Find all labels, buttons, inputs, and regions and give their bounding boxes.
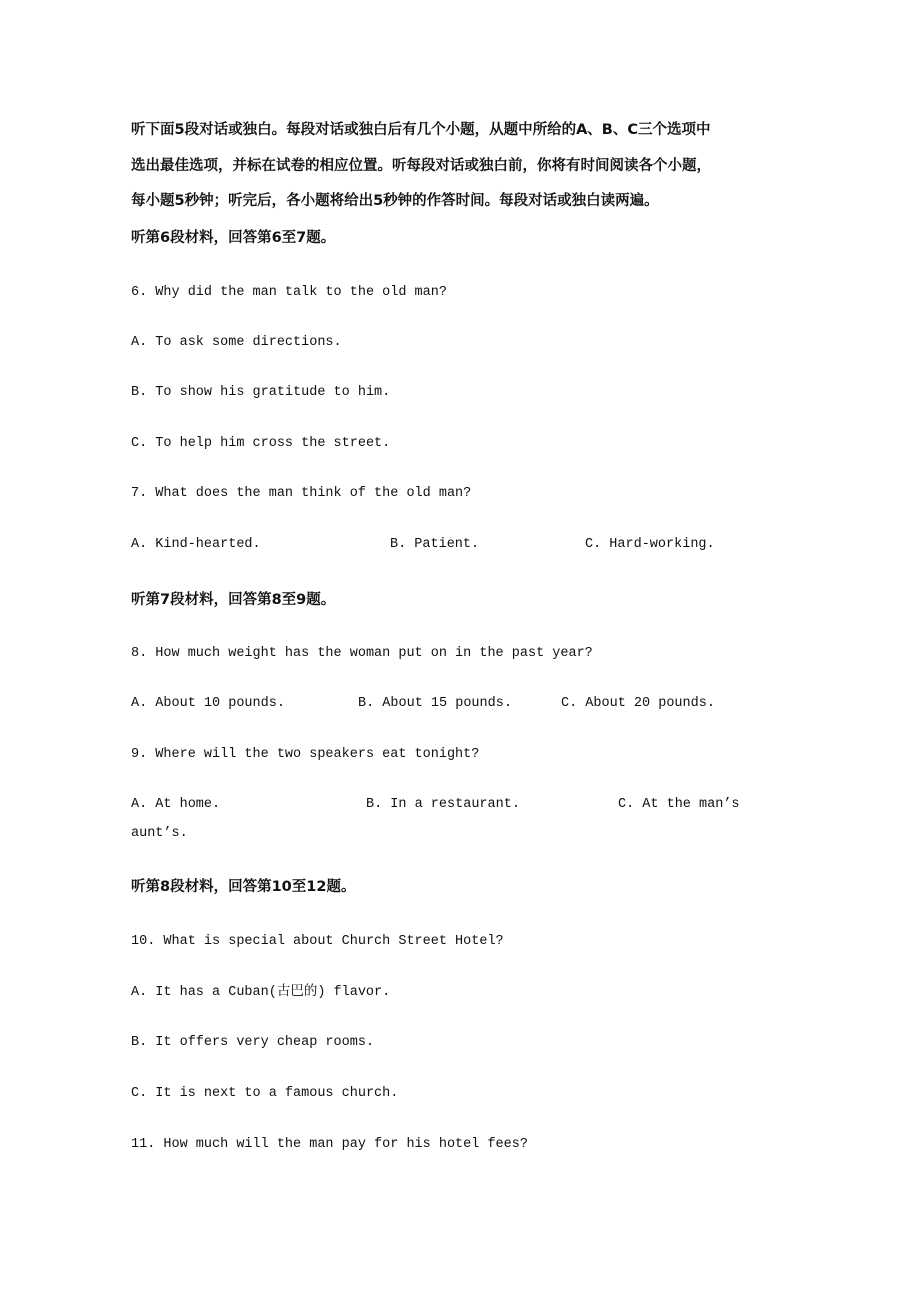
option: B. In a restaurant. — [366, 797, 520, 812]
option: A. About 10 pounds. — [131, 696, 285, 711]
option: C. About 20 pounds. — [561, 696, 715, 711]
question-10: 10. What is special about Church Street Hotel? — [131, 934, 504, 949]
option: C. It is next to a famous church. — [131, 1086, 399, 1101]
option: B. Patient. — [390, 537, 480, 552]
section-heading: 听第8段材料，回答第10至12题。 — [131, 879, 356, 895]
section-heading: 听第6段材料，回答第6至7题。 — [131, 230, 336, 246]
option: B. To show his gratitude to him. — [131, 385, 391, 400]
instructions-line: 每小题5秒钟；听完后，各小题将给出5秒钟的作答时间。每段对话或独白读两遍。 — [131, 193, 659, 209]
section-heading: 听第7段材料，回答第8至9题。 — [131, 592, 336, 608]
option: A. At home. — [131, 797, 221, 812]
question-7: 7. What does the man think of the old man? — [131, 486, 472, 501]
option: B. About 15 pounds. — [358, 696, 512, 711]
option: A. It has a Cuban(古巴的) flavor. — [131, 985, 391, 1000]
question-11: 11. How much will the man pay for his hotel fees? — [131, 1137, 528, 1152]
instructions-line: 听下面5段对话或独白。每段对话或独白后有几个小题，从题中所给的A、B、C三个选项中 — [131, 122, 711, 138]
option: C. At the man’s — [618, 797, 740, 812]
option: B. It offers very cheap rooms. — [131, 1035, 375, 1050]
option: C. Hard-working. — [585, 537, 715, 552]
question-6: 6. Why did the man talk to the old man? — [131, 285, 447, 300]
option-continuation: aunt’s. — [131, 826, 188, 841]
question-9: 9. Where will the two speakers eat tonight? — [131, 747, 480, 762]
question-8: 8. How much weight has the woman put on in the past year? — [131, 646, 593, 661]
instructions-line: 选出最佳选项，并标在试卷的相应位置。听每段对话或独白前，你将有时间阅读各个小题， — [131, 158, 711, 174]
option: A. To ask some directions. — [131, 335, 342, 350]
option: A. Kind-hearted. — [131, 537, 261, 552]
option: C. To help him cross the street. — [131, 436, 391, 451]
